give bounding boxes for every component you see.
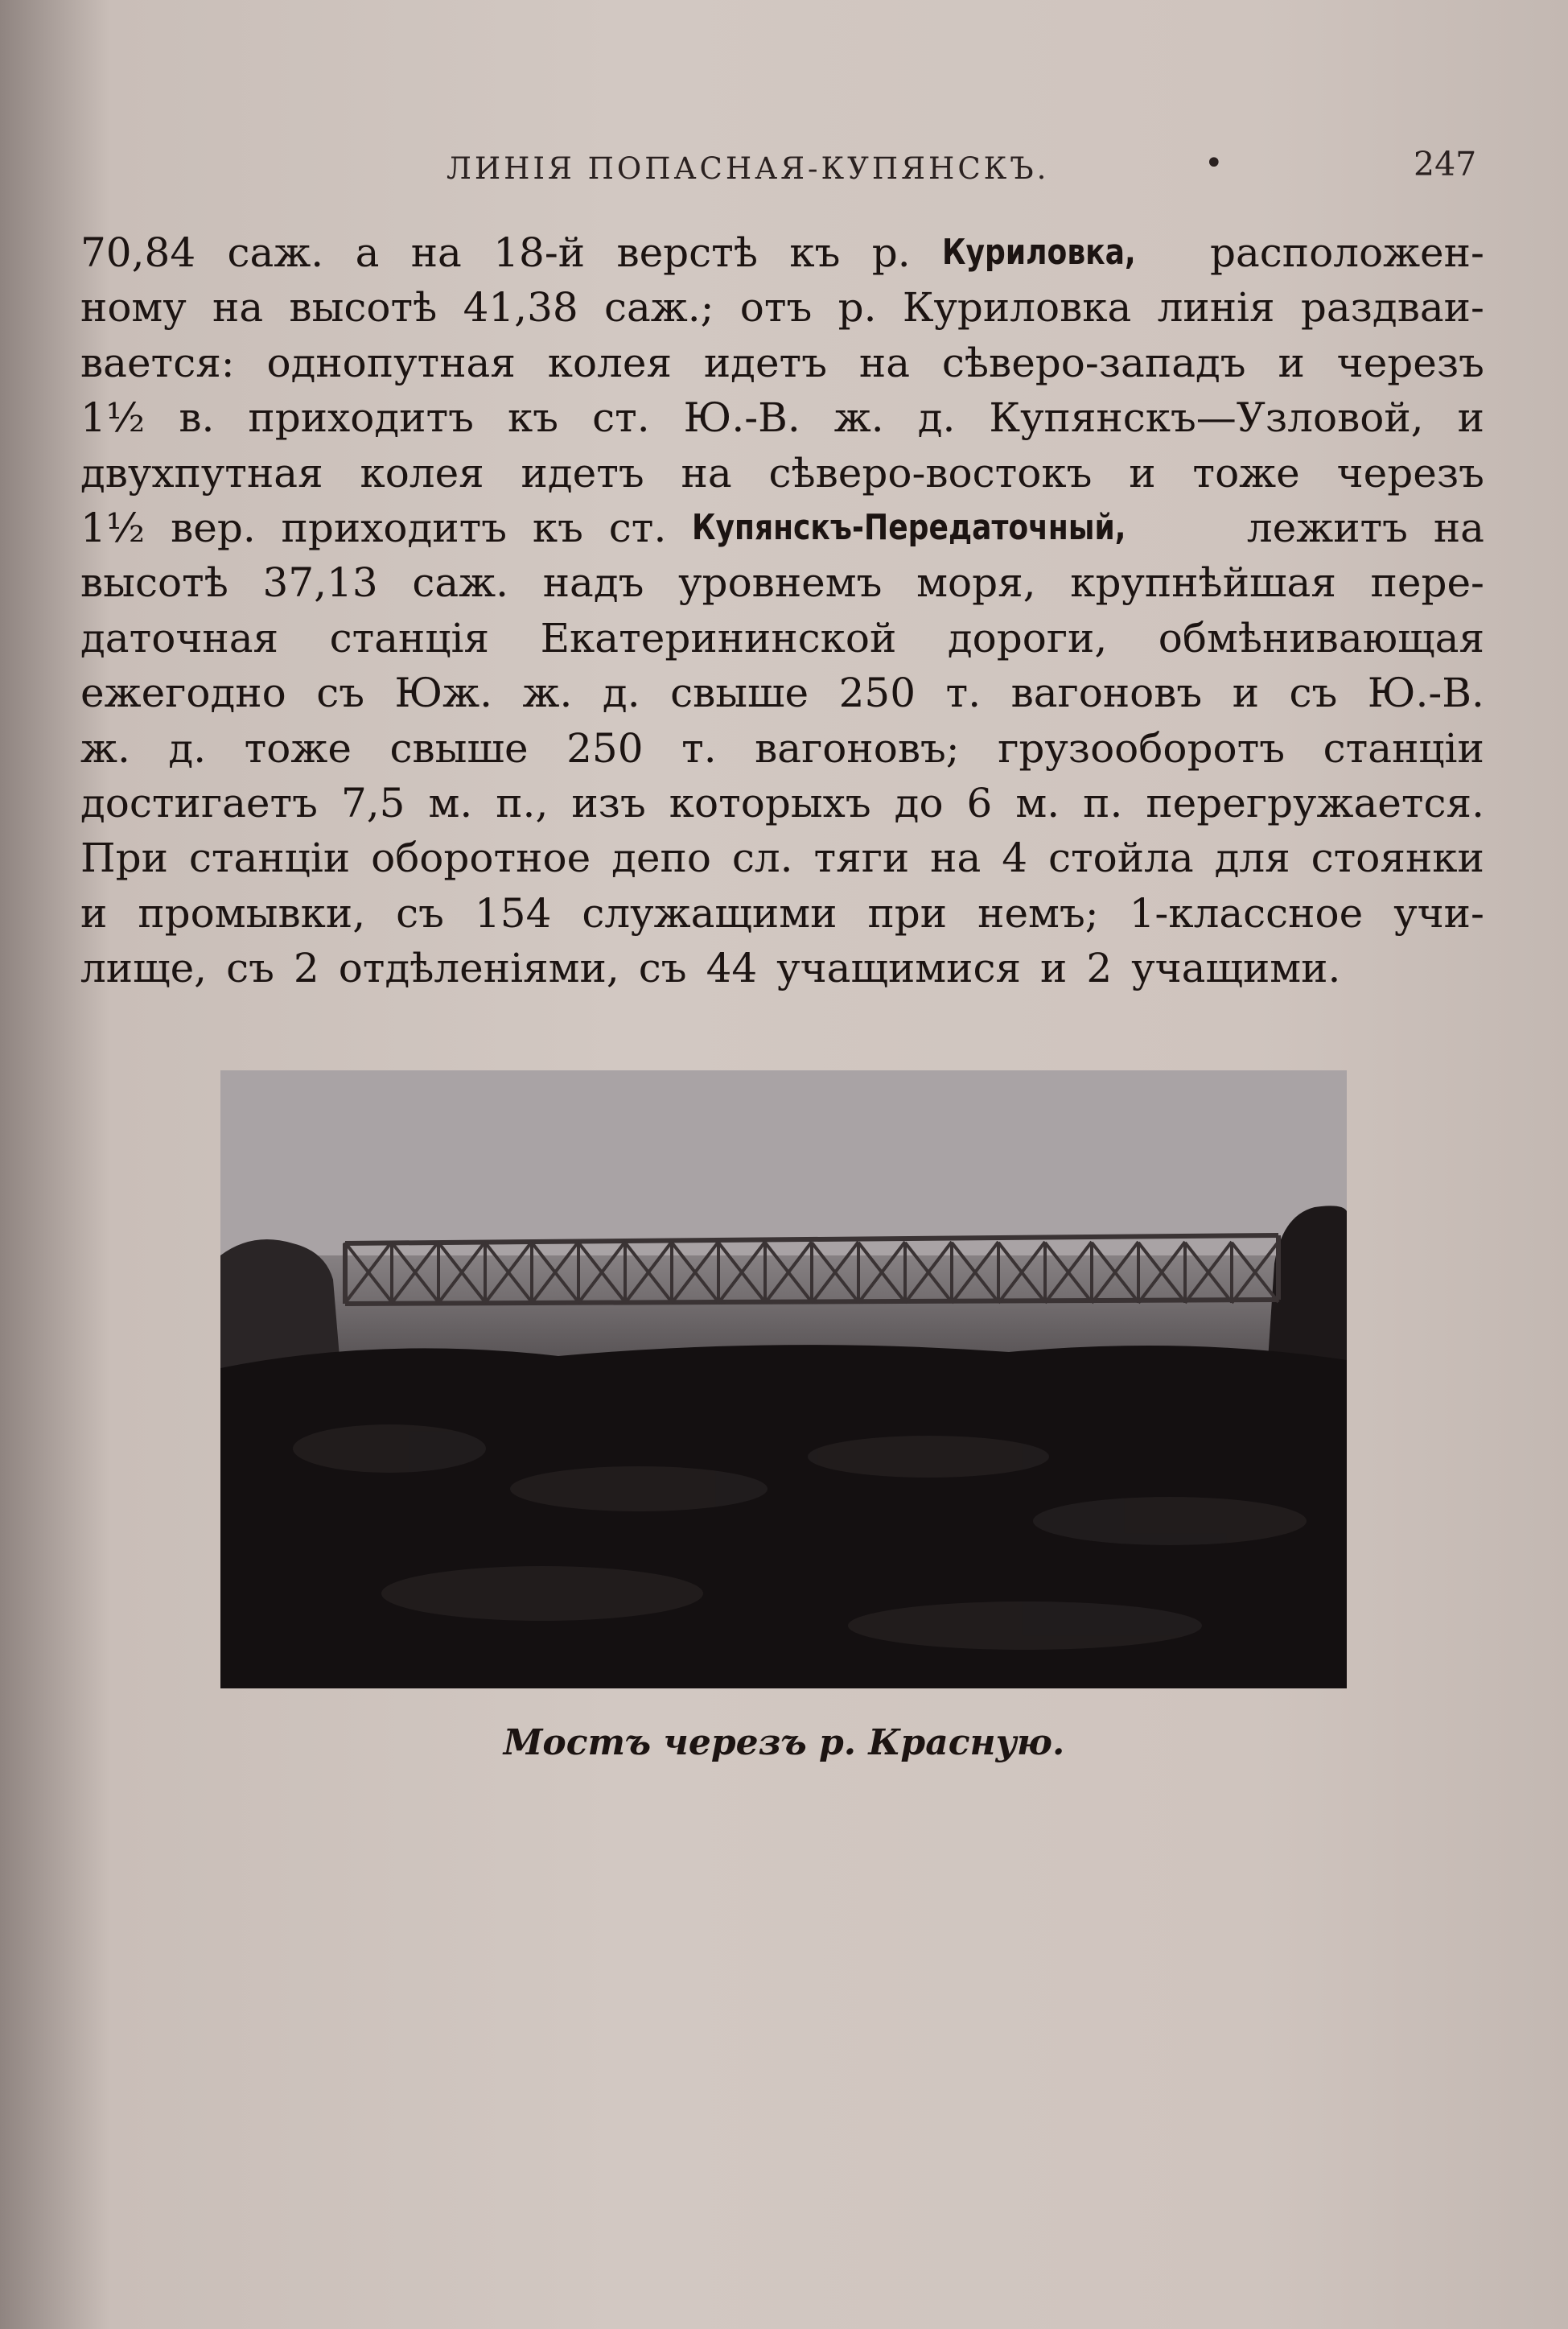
text-word: лище,	[80, 945, 208, 992]
text-word: при	[867, 889, 948, 937]
text-word: съ	[1289, 670, 1338, 717]
text-word: в.	[179, 394, 215, 442]
text-word: отъ	[739, 284, 813, 332]
text-word: п.,	[496, 779, 549, 826]
page-header	[0, 145, 1568, 193]
text-word: саж.	[227, 229, 324, 276]
text-word: черезъ	[1336, 449, 1484, 497]
text-word: высотѣ	[80, 559, 228, 607]
text-word: пере-	[1370, 559, 1484, 607]
text-word: а	[355, 229, 380, 276]
text-word: къ	[789, 229, 841, 276]
text-word: къ	[507, 394, 559, 442]
text-word: Ю.-В.	[1367, 670, 1484, 717]
text-line	[80, 831, 1484, 885]
text-line	[80, 336, 1484, 390]
text-word: м.	[1015, 779, 1060, 826]
text-word: раздваи-	[1300, 284, 1484, 332]
text-word: достигаетъ	[80, 779, 318, 826]
text-word: д.	[917, 394, 956, 442]
text-word: 250	[838, 670, 916, 717]
bridge-photograph	[220, 1070, 1347, 1688]
text-word: и	[1129, 449, 1156, 497]
text-word: вается:	[80, 339, 235, 386]
text-word: моря,	[916, 559, 1036, 607]
text-line	[80, 390, 1484, 445]
text-word: и	[1278, 339, 1305, 386]
text-word: сл.	[731, 835, 793, 882]
text-word: обмѣнивающая	[1158, 614, 1484, 662]
text-word: 7,5	[340, 779, 405, 826]
text-word: стоянки	[1311, 835, 1484, 882]
text-word: Куриловка	[902, 284, 1132, 332]
text-word: д.	[168, 724, 207, 772]
text-line	[80, 776, 1484, 831]
text-word: ж.	[833, 394, 884, 442]
text-word: Юж.	[394, 670, 493, 717]
text-line	[80, 941, 1484, 995]
bridge-image	[220, 1070, 1347, 1688]
text-word: изъ	[571, 779, 646, 826]
text-line	[80, 280, 1484, 335]
text-word: саж.	[412, 559, 509, 607]
text-word: и	[1232, 670, 1260, 717]
text-word: идетъ	[703, 339, 828, 386]
text-word: немъ;	[977, 889, 1099, 937]
text-word: стойла	[1048, 835, 1194, 882]
text-word: съ	[316, 670, 365, 717]
text-line	[80, 886, 1484, 941]
text-word: депо	[611, 835, 711, 882]
text-word: ному	[80, 284, 187, 332]
text-word: сѣверо-западъ	[941, 339, 1246, 386]
text-word: 154	[474, 889, 552, 937]
text-word: д.	[602, 670, 640, 717]
text-line	[80, 555, 1484, 610]
text-word: къ	[532, 504, 583, 551]
text-word: саж.;	[603, 284, 714, 332]
text-word: до	[894, 779, 944, 826]
text-word: оборотное	[371, 835, 591, 882]
text-line	[80, 446, 1484, 501]
text-word: съ	[396, 889, 444, 937]
text-word: отдѣленіями,	[338, 945, 619, 992]
text-word: вер.	[171, 504, 256, 551]
text-word: на	[212, 284, 264, 332]
page-number: 247	[1414, 145, 1477, 183]
text-line	[80, 225, 1484, 280]
text-word: т.	[681, 724, 717, 772]
text-word: для	[1214, 835, 1290, 882]
text-word: крупнѣйшая	[1070, 559, 1336, 607]
text-line	[80, 611, 1484, 666]
text-word: ст.	[608, 504, 667, 551]
text-word: т.	[945, 670, 982, 717]
text-word: 2	[1086, 945, 1113, 992]
text-word: станціи	[188, 835, 351, 882]
text-word: Ю.-В.	[683, 394, 800, 442]
running-head: ЛИНІЯ ПОПАСНАЯ-КУПЯНСКЪ.	[447, 151, 1050, 186]
text-word: на	[858, 339, 911, 386]
text-word: свыше	[670, 670, 809, 717]
text-word: Купянскъ-Передаточный,	[692, 506, 1126, 548]
text-word: приходитъ	[281, 504, 508, 551]
text-word: учащими.	[1131, 945, 1341, 992]
text-word: вагоновъ;	[755, 724, 960, 772]
text-word: расположен-	[1209, 229, 1484, 276]
text-word: линія	[1157, 284, 1275, 332]
text-word: которыхъ	[669, 779, 871, 826]
text-word: и	[1040, 945, 1068, 992]
text-word: 4	[1002, 835, 1028, 882]
text-word: на	[1433, 504, 1484, 551]
text-word: высотѣ	[289, 284, 438, 332]
body-text	[80, 225, 1484, 995]
text-line	[80, 721, 1484, 776]
text-word: учащимися	[776, 945, 1022, 992]
text-word: р.	[838, 284, 877, 332]
text-word: Купянскъ—Узловой,	[989, 394, 1424, 442]
header-bullet: •	[1204, 145, 1224, 182]
text-word: надъ	[542, 559, 644, 607]
text-word: приходитъ	[248, 394, 474, 442]
text-word: перегружается.	[1146, 779, 1484, 826]
text-word: 37,13	[262, 559, 378, 607]
text-word: 18-й	[493, 229, 586, 276]
text-word: дороги,	[947, 614, 1108, 662]
text-word: грузооборотъ	[998, 724, 1286, 772]
text-word: тоже	[244, 724, 352, 772]
text-word: 1½	[80, 504, 146, 551]
text-word: 44	[706, 945, 758, 992]
text-word: съ	[638, 945, 687, 992]
text-word: и	[80, 889, 108, 937]
text-word: п.	[1083, 779, 1123, 826]
text-word: даточная	[80, 614, 279, 662]
text-word: черезъ	[1336, 339, 1484, 386]
text-word: Куриловка,	[942, 232, 1136, 273]
text-word: 1-классное	[1129, 889, 1364, 937]
photo-caption: Мостъ черезъ р. Красную.	[503, 1722, 1065, 1763]
text-word: 41,38	[463, 284, 578, 332]
text-word: 1½	[80, 394, 146, 442]
text-word: учи-	[1393, 889, 1484, 937]
text-word: Екатерининской	[540, 614, 897, 662]
text-word: сѣверо-востокъ	[768, 449, 1093, 497]
text-word: ежегодно	[80, 670, 286, 717]
text-word: тяги	[813, 835, 910, 882]
text-word: служащими	[582, 889, 838, 937]
text-word: станціи	[1323, 724, 1484, 772]
text-word: колея	[547, 339, 672, 386]
text-word: двухпутная	[80, 449, 323, 497]
text-word: свыше	[389, 724, 529, 772]
text-word: идетъ	[521, 449, 644, 497]
text-line	[80, 666, 1484, 720]
text-word: лежитъ	[1246, 504, 1408, 551]
text-word: При	[80, 835, 168, 882]
text-word: однопутная	[266, 339, 516, 386]
text-word: и	[1457, 394, 1484, 442]
text-word: ст.	[592, 394, 650, 442]
text-word: на	[930, 835, 982, 882]
text-word: верстѣ	[616, 229, 758, 276]
text-word: ж.	[80, 724, 130, 772]
text-word: колея	[360, 449, 484, 497]
text-word: станція	[329, 614, 490, 662]
text-word: 2	[293, 945, 319, 992]
text-word: м.	[428, 779, 473, 826]
text-word: ж.	[522, 670, 573, 717]
text-word: вагоновъ	[1010, 670, 1203, 717]
text-word: р.	[871, 229, 911, 276]
text-word: промывки,	[138, 889, 366, 937]
text-word: 6	[966, 779, 993, 826]
text-word: съ	[226, 945, 274, 992]
text-line	[80, 501, 1484, 555]
text-word: уровнемъ	[678, 559, 883, 607]
text-word: на	[410, 229, 462, 276]
text-word: на	[681, 449, 732, 497]
text-word: тоже	[1192, 449, 1300, 497]
text-word: 70,84	[80, 229, 196, 276]
text-word: 250	[566, 724, 644, 772]
